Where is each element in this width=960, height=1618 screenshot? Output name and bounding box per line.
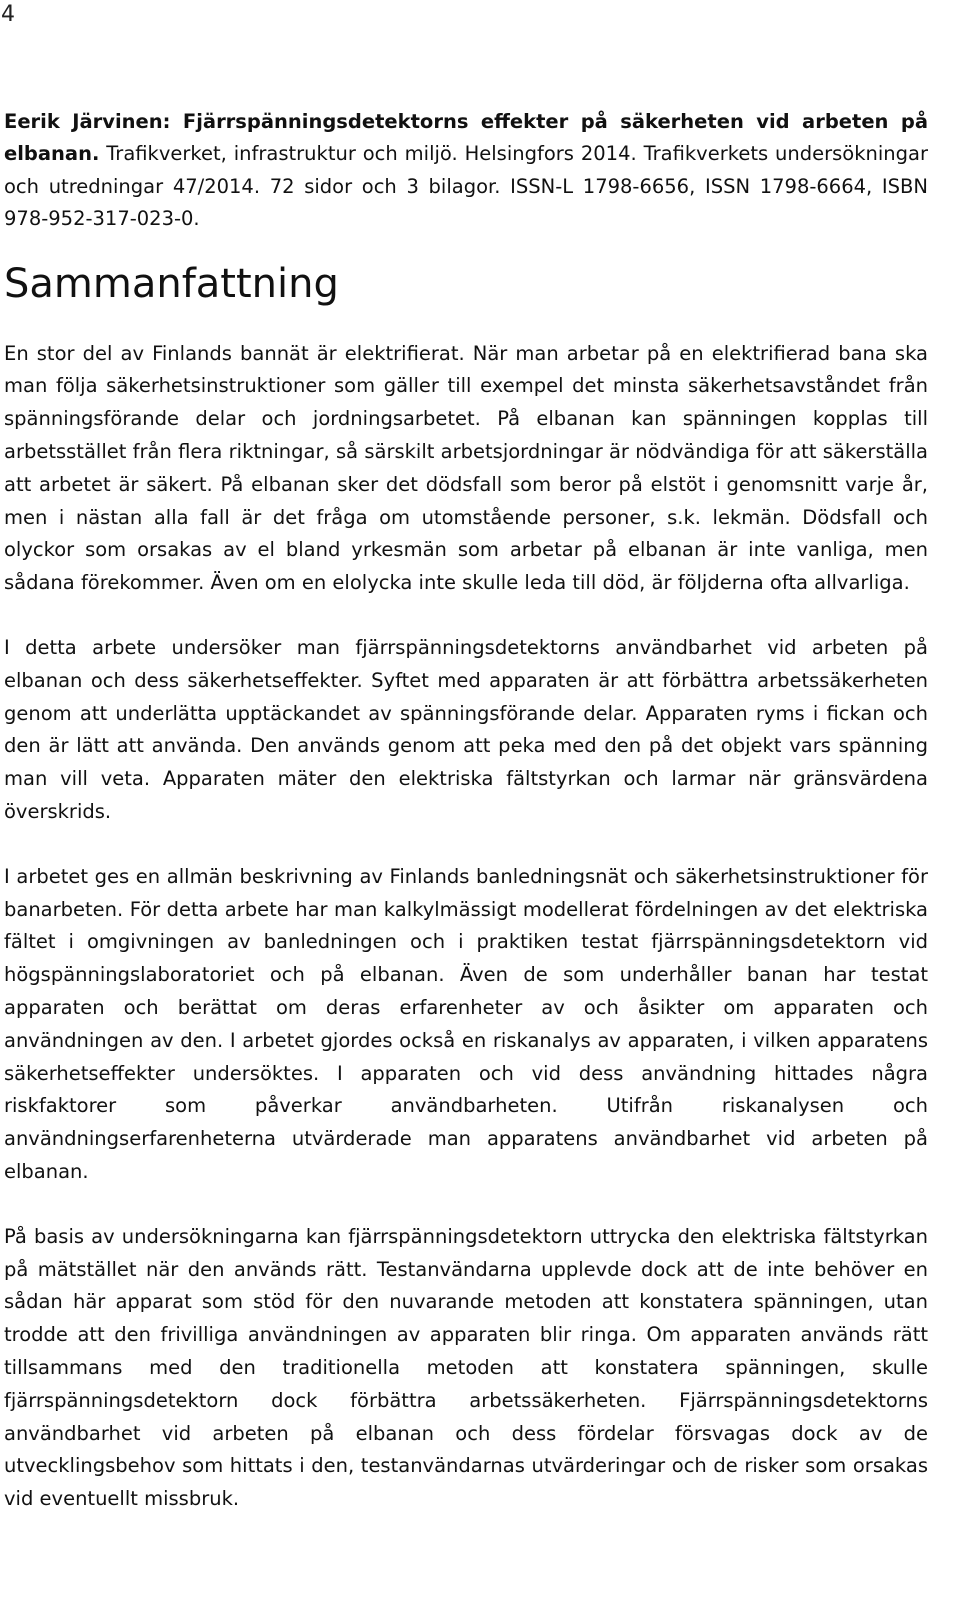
summary-paragraph-2: I detta arbete undersöker man fjärrspänningsdetektorns användbarhet vid arbeten på elbanan och dess säkerhetseffekter. Syftet med apparaten är att förbättra arbetssäkerheten genom att underlätta upptäckandet av spänningsförande delar. Apparaten ryms i fickan och den är lätt att använda. Den används genom att peka med den på det objekt vars spänning man vill veta. Apparaten mäter den elektriska fältstyrkan och larmar när gränsvärdena överskrids. (4, 636, 928, 823)
page-number: 4 (1, 2, 15, 27)
section-heading: Sammanfattning (4, 260, 339, 307)
citation-publication-details: Trafikverket, infrastruktur och miljö. Helsingfors 2014. Trafikverkets undersökningar och utredningar 47/2014. 72 sidor och 3 bilagor. ISSN-L 1798-6656, ISSN 1798-6664, ISBN 978-952-317-023-0. (4, 142, 928, 231)
citation-author-title: Eerik Järvinen: Fjärrspänningsdetektorns effekter på säkerheten vid arbeten på elbanan. (4, 110, 928, 166)
summary-paragraph-1: En stor del av Finlands bannät är elektrifierat. När man arbetar på en elektrifierad bana ska man följa säkerhetsinstruktioner som gäller till exempel det minsta säkerhetsavståndet från spänningsförande delar och jordningsarbetet. På elbanan kan spänningen kopplas till arbetsstället från flera riktningar, så särskilt arbetsjordningar är nödvändiga för att säkerställa att arbetet är säkert. På elbanan sker det dödsfall som beror på elstöt i genomsnitt varje år, men i nästan alla fall är det fråga om utomstående personer, s.k. lekmän. Dödsfall och olyckor som orsakas av el bland yrkesmän som arbetar på elbanan är inte vanliga, men sådana förekommer. Även om en elolycka inte skulle leda till död, är följderna ofta allvarliga. (4, 341, 928, 595)
bibliographic-citation (4, 106, 928, 236)
page-content (4, 106, 928, 1516)
summary-paragraph-4: På basis av undersökningarna kan fjärrspänningsdetektorn uttrycka den elektriska fältstyrkan på mätstället när den används rätt. Testanvändarna upplevde dock att de inte behöver en sådan här apparat som stöd för den nuvarande metoden att konstatera spänningen, utan trodde att den frivilliga användningen av apparaten blir ringa. Om apparaten används rätt tillsammans med den traditionella metoden att konstatera spänningen, skulle fjärrspänningsdetektorn dock förbättra arbetssäkerheten. Fjärrspänningsdetektorns användbarhet vid arbeten på elbanan och dess fördelar försvagas dock av de utvecklingsbehov som hittats i den, testanvändarnas utvärderingar och de risker som orsakas vid eventuellt missbruk. (4, 1224, 928, 1511)
summary-paragraph-3: I arbetet ges en allmän beskrivning av Finlands banledningsnät och säkerhetsinstruktioner för banarbeten. För detta arbete har man kalkylmässigt modellerat fördelningen av det elektriska fältet i omgivningen av banledningen och i praktiken testat fjärrspänningsdetektorn vid högspänningslaboratoriet och på elbanan. Även de som underhåller banan har testat apparaten och berättat om deras erfarenheter av och åsikter om apparaten och användningen av den. I arbetet gjordes också en riskanalys av apparaten, i vilken apparatens säkerhetseffekter undersöktes. I apparaten och vid dess användning hittades några riskfaktorer som påverkar användbarheten. Utifrån riskanalysen och användningserfarenheterna utvärderade man apparatens användbarhet vid arbeten på elbanan. (4, 864, 928, 1183)
